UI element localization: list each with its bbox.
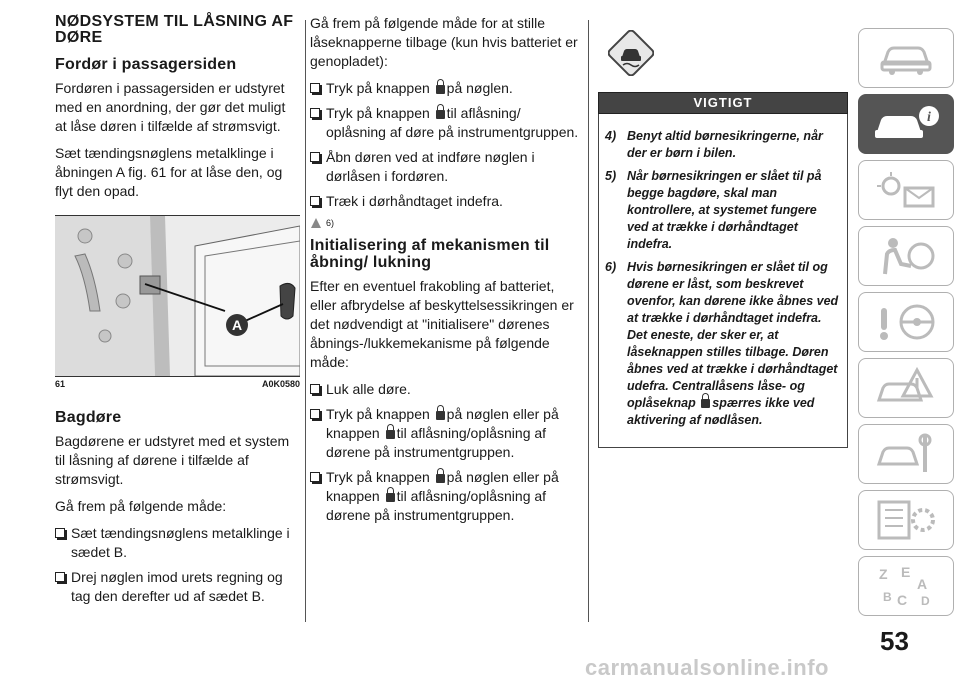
list-item: Åbn døren ved at indføre nøglen i dørlåsen i fordøren.: [310, 148, 580, 186]
list-item: Tryk på knappen til aflåsning/ oplåsning af døre på instrumentgruppen.: [310, 104, 580, 142]
svg-text:A: A: [917, 576, 928, 592]
lock-icon: [436, 411, 445, 420]
checkbox-bullet-icon: [310, 152, 320, 162]
watermark: carmanualsonline.info: [585, 655, 829, 680]
checkbox-bullet-icon: [310, 384, 320, 394]
steering-driving-icon: [871, 300, 941, 344]
paragraph: Gå frem på følgende måde for at stille låseknapperne tilbage (kun hvis batteriet er genopladet):: [310, 15, 578, 69]
tab-maintenance[interactable]: [858, 424, 954, 484]
subheading-front-door: Fordør i passagersiden: [55, 56, 237, 73]
list-item: Drej nøglen imod urets regning og tag den derefter ud af sædet B.: [55, 568, 300, 606]
warning-box: [598, 114, 848, 448]
note-reference: 6): [310, 217, 580, 229]
tab-warning-lights[interactable]: [858, 160, 954, 220]
checkbox-bullet-icon: [55, 572, 65, 582]
list-item: Luk alle døre.: [310, 380, 580, 399]
car-overview-icon: [876, 40, 936, 76]
airbag-safety-icon: [871, 234, 941, 278]
subheading-rear-doors: Bagdøre: [55, 409, 122, 426]
paragraph: Fordøren i passagersiden er udstyret med en anordning, der gør det muligt at låse døren i tilfælde af strømsvigt.: [55, 80, 286, 134]
svg-text:D: D: [921, 594, 930, 608]
list-item: Træk i dørhåndtaget indefra.: [310, 192, 580, 211]
section-title: NØDSYSTEM TIL LÅSNING AF DØRE: [55, 13, 294, 46]
tab-safety[interactable]: [858, 226, 954, 286]
page-number: 53: [880, 626, 909, 656]
figure-number: 61: [55, 379, 66, 389]
paragraph: Efter en eventuel frakobling af batteriet, eller afbrydelse af beskyttelsessikringen er det nødvendigt at "initialisere" dørenes åbnings-/lukkemekanisme på følgende måde:: [310, 278, 574, 370]
warning-item: 4) Benyt altid børnesikringerne, når der er børn i bilen.: [605, 129, 823, 160]
tab-car-overview[interactable]: [858, 28, 954, 88]
subheading-initialisation: Initialisering af mekanismen til åbning/ lukning: [310, 237, 550, 271]
technical-data-icon: [871, 498, 941, 542]
column-divider: [588, 20, 589, 622]
checkbox-bullet-icon: [310, 83, 320, 93]
list-item: Sæt tændingsnøglens metalklinge i sædet B.: [55, 524, 300, 562]
unlock-icon: [436, 474, 445, 483]
warning-item: 5) Når børnesikringen er slået til på begge bagdøre, skal man kontrollere, at systemet fungere ved at trække i dørhåndtaget indefra.: [605, 169, 822, 251]
figure-label-a: A: [231, 317, 243, 333]
tab-driving[interactable]: [858, 292, 954, 352]
warning-sign-wrap: [598, 14, 848, 92]
svg-text:Z: Z: [879, 566, 888, 582]
index-icon: [871, 563, 941, 609]
door-lock-illustration: [55, 216, 300, 376]
list-item: Tryk på knappen på nøglen eller på knappen til aflåsning/oplåsning af dørene på instrumentgruppen.: [310, 468, 580, 525]
emergency-icon: [871, 366, 941, 410]
checkbox-bullet-icon: [310, 108, 320, 118]
lock-icon: [436, 110, 445, 119]
figure-door-lock: [55, 215, 300, 377]
right-column: [598, 14, 848, 448]
warning-item: 6) Hvis børnesikringen er slået til og dørene er låst, som beskrevet ovenfor, kan dørene ikke åbnes ved at trække i dørhåndtaget indefra. Det eneste, der sker er, at låseknappen stilles tilbage. Døren åbnes ved at trække i dørhåndtaget udefra. Centrallåsens låse- og oplåseknap spærres ikke ved aktivering af nødlåsen.: [605, 260, 839, 427]
unlock-icon: [386, 493, 395, 502]
left-column: [55, 14, 300, 612]
paragraph: Sæt tændingsnøglens metalklinge i åbningen A fig. 61 for at låse den, og flyt den opad.: [55, 145, 283, 199]
warning-triangle-icon: [310, 217, 322, 229]
svg-text:B: B: [883, 590, 892, 604]
figure-caption: [55, 379, 300, 389]
list-item: Tryk på knappen på nøglen.: [310, 79, 580, 98]
checkbox-bullet-icon: [310, 472, 320, 482]
warning-heading: VIGTIGT: [598, 92, 848, 114]
maintenance-icon: [871, 432, 941, 476]
checkbox-bullet-icon: [55, 528, 65, 538]
warning-lights-icon: [871, 170, 941, 210]
paragraph: Bagdørene er udstyret med et system til låsning af dørene i tilfælde af strømsvigt.: [55, 433, 290, 487]
svg-text:C: C: [897, 592, 908, 608]
checkbox-bullet-icon: [310, 196, 320, 206]
tab-emergency[interactable]: [858, 358, 954, 418]
paragraph: Gå frem på følgende måde:: [55, 498, 227, 514]
tab-index[interactable]: [858, 556, 954, 616]
figure-code: A0K0580: [261, 379, 300, 389]
tab-technical-data[interactable]: [858, 490, 954, 550]
lock-icon: [701, 399, 710, 408]
list-item: Tryk på knappen på nøglen eller på knappen til aflåsning/oplåsning af dørene på instrumentgruppen.: [310, 405, 580, 462]
car-info-icon: [871, 104, 941, 144]
unlock-icon: [386, 430, 395, 439]
middle-column: [310, 14, 580, 531]
checkbox-bullet-icon: [310, 409, 320, 419]
tab-car-info[interactable]: [858, 94, 954, 154]
svg-text:E: E: [901, 564, 911, 580]
column-divider: [305, 20, 306, 622]
lock-icon: [436, 85, 445, 94]
slippery-road-warning-icon: [608, 30, 654, 76]
svg-text:i: i: [927, 110, 931, 125]
